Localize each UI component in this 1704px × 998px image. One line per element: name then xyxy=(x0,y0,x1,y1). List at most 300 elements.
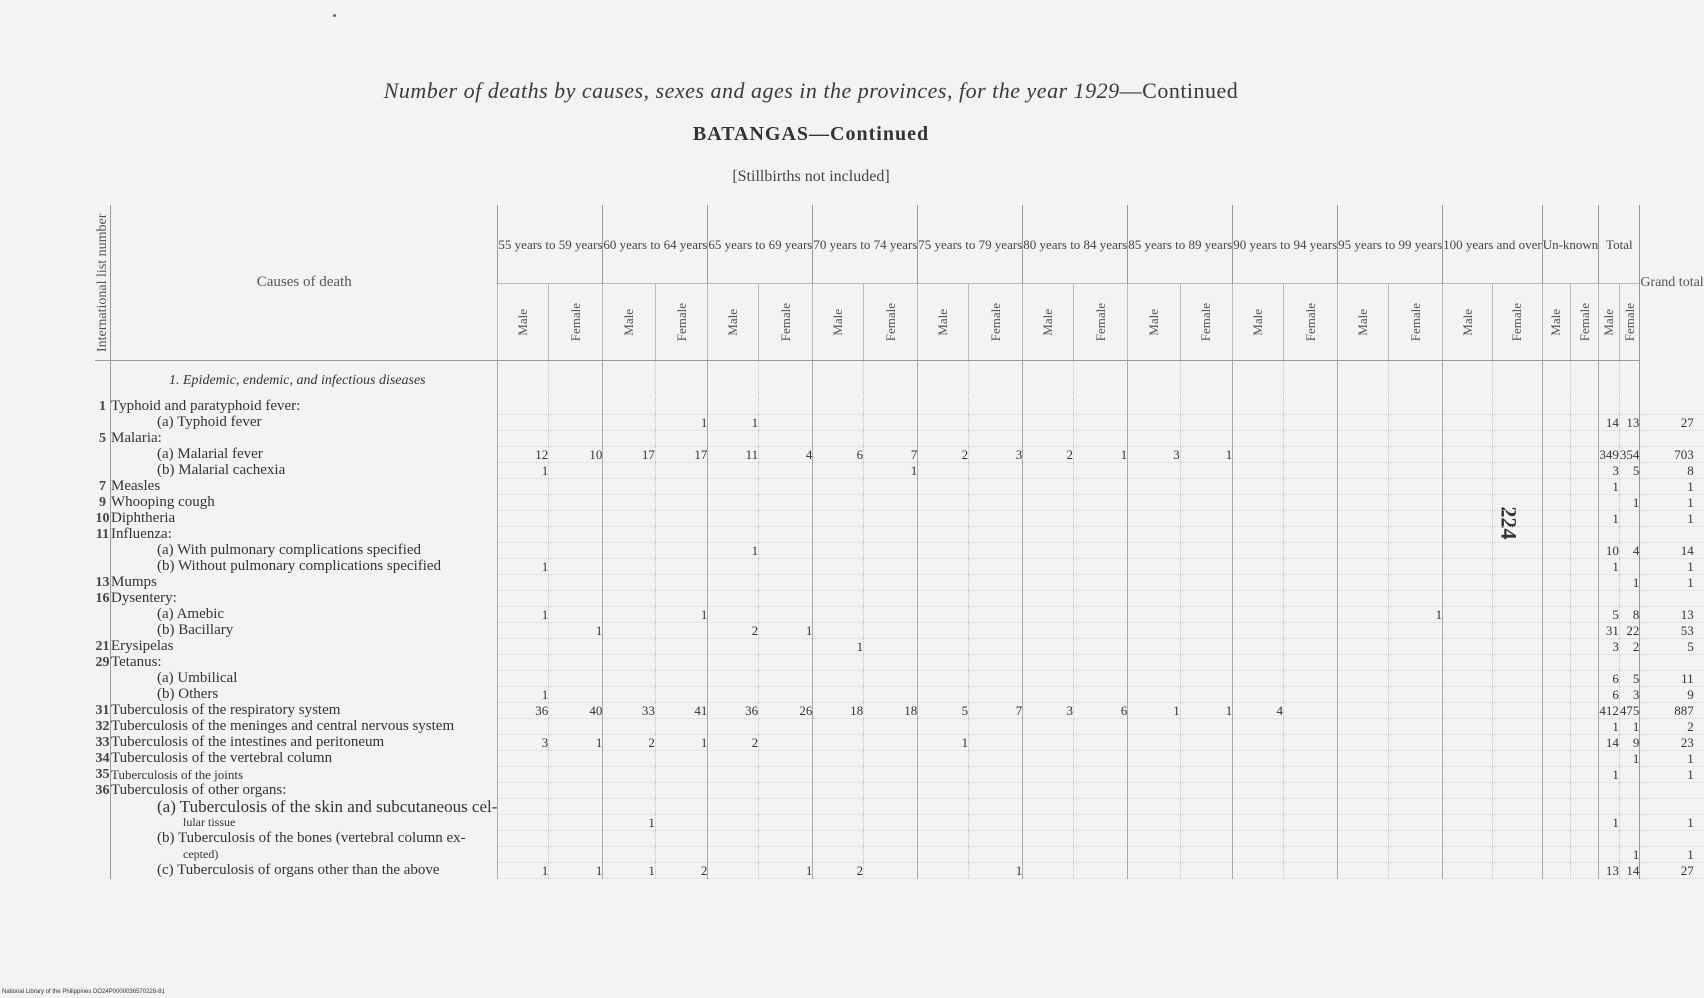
count-cell xyxy=(1443,623,1493,639)
count-cell xyxy=(759,639,813,655)
count-cell xyxy=(969,639,1023,655)
count-cell: 2 xyxy=(708,735,759,751)
grand-total-cell: 703 xyxy=(1640,447,1704,463)
male-subheader: Male xyxy=(498,284,549,361)
count-cell xyxy=(1023,527,1074,543)
count-cell: 10 xyxy=(549,447,603,463)
count-cell xyxy=(603,751,655,767)
count-cell xyxy=(655,527,707,543)
cause-name: Typhoid and paratyphoid fever: xyxy=(111,399,498,415)
count-cell xyxy=(1128,607,1180,623)
count-cell xyxy=(1443,847,1493,863)
count-cell xyxy=(1283,495,1337,511)
count-cell xyxy=(864,687,918,703)
count-cell: 1 xyxy=(549,623,603,639)
count-cell xyxy=(1074,719,1128,735)
grand-total-cell: 23 xyxy=(1640,735,1704,751)
count-cell xyxy=(1443,815,1493,831)
count-cell xyxy=(1388,847,1442,863)
count-cell xyxy=(1492,639,1542,655)
count-cell xyxy=(498,639,549,655)
count-cell xyxy=(813,543,864,559)
count-cell xyxy=(1388,863,1442,879)
count-cell xyxy=(864,527,918,543)
grand-total-cell: 1 xyxy=(1640,495,1704,511)
count-cell xyxy=(1128,767,1180,783)
count-cell xyxy=(969,751,1023,767)
count-cell xyxy=(1492,735,1542,751)
count-cell xyxy=(969,815,1023,831)
count-cell xyxy=(1619,799,1640,815)
count-cell: 2 xyxy=(1023,447,1074,463)
count-cell xyxy=(969,463,1023,479)
age-group-header: Un-known xyxy=(1542,205,1599,284)
count-cell xyxy=(1571,479,1599,495)
count-cell xyxy=(1180,431,1232,447)
count-cell xyxy=(1388,671,1442,687)
count-cell xyxy=(1128,687,1180,703)
count-cell xyxy=(1074,495,1128,511)
count-cell xyxy=(1599,783,1620,799)
count-cell xyxy=(1074,639,1128,655)
count-cell xyxy=(969,735,1023,751)
count-cell xyxy=(759,591,813,607)
count-cell xyxy=(1128,655,1180,671)
count-cell xyxy=(1599,399,1620,415)
cause-name: Measles xyxy=(111,479,498,495)
count-cell xyxy=(1443,543,1493,559)
count-cell: 2 xyxy=(813,863,864,879)
female-subheader: Female xyxy=(1074,284,1128,361)
count-cell xyxy=(1542,815,1570,831)
count-cell xyxy=(1599,751,1620,767)
count-cell xyxy=(1388,543,1442,559)
intl-number: 9 xyxy=(99,495,106,510)
count-cell xyxy=(549,655,603,671)
count-cell xyxy=(498,495,549,511)
count-cell xyxy=(1492,799,1542,815)
count-cell xyxy=(1571,735,1599,751)
grand-total-header: Grand total xyxy=(1640,205,1704,361)
count-cell: 6 xyxy=(1599,671,1620,687)
age-group-header: 65 years to 69 years xyxy=(708,205,813,284)
grand-total-cell: 5 xyxy=(1640,639,1704,655)
count-cell xyxy=(1571,527,1599,543)
count-cell xyxy=(1542,719,1570,735)
count-cell xyxy=(1571,671,1599,687)
count-cell xyxy=(1338,511,1389,527)
count-cell xyxy=(1571,623,1599,639)
count-cell xyxy=(549,399,603,415)
count-cell xyxy=(1492,815,1542,831)
count-cell xyxy=(918,399,969,415)
count-cell: 14 xyxy=(1599,415,1620,431)
count-cell xyxy=(759,847,813,863)
intl-number xyxy=(95,815,111,831)
count-cell xyxy=(969,655,1023,671)
cause-name: (a) Umbilical xyxy=(111,671,498,687)
age-group-header: 95 years to 99 years xyxy=(1338,205,1443,284)
cause-name: cepted) xyxy=(111,847,498,863)
count-cell xyxy=(1542,511,1570,527)
count-cell xyxy=(1338,527,1389,543)
count-cell xyxy=(1619,815,1640,831)
province-heading: BATANGAS—Continued xyxy=(692,123,930,145)
count-cell xyxy=(603,671,655,687)
count-cell: 14 xyxy=(1619,863,1640,879)
table-row xyxy=(95,639,1704,655)
count-cell xyxy=(1283,623,1337,639)
count-cell xyxy=(708,399,759,415)
count-cell xyxy=(655,751,707,767)
count-cell xyxy=(603,591,655,607)
count-cell xyxy=(1283,575,1337,591)
count-cell xyxy=(498,655,549,671)
count-cell: 5 xyxy=(918,703,969,719)
grand-total-cell: 8 xyxy=(1640,463,1704,479)
age-group-header: 60 years to 64 years xyxy=(603,205,708,284)
count-cell xyxy=(1233,671,1284,687)
male-subheader: Male xyxy=(1443,284,1493,361)
count-cell xyxy=(1233,687,1284,703)
cause-name: Dysentery: xyxy=(111,591,498,607)
count-cell xyxy=(1443,719,1493,735)
count-cell xyxy=(813,831,864,847)
count-cell xyxy=(969,527,1023,543)
count-cell xyxy=(1443,655,1493,671)
count-cell xyxy=(1542,687,1570,703)
cause-name: Tuberculosis of the respiratory system xyxy=(111,703,498,719)
count-cell xyxy=(1443,607,1493,623)
count-cell xyxy=(1283,511,1337,527)
count-cell: 1 xyxy=(603,815,655,831)
count-cell xyxy=(918,559,969,575)
count-cell xyxy=(1338,559,1389,575)
count-cell xyxy=(1571,543,1599,559)
count-cell xyxy=(708,783,759,799)
count-cell xyxy=(603,495,655,511)
count-cell: 33 xyxy=(603,703,655,719)
intl-number xyxy=(95,831,111,847)
female-subheader: Female xyxy=(655,284,707,361)
count-cell xyxy=(549,527,603,543)
count-cell xyxy=(1571,863,1599,879)
count-cell xyxy=(759,655,813,671)
count-cell xyxy=(1599,527,1620,543)
count-cell xyxy=(498,479,549,495)
count-cell xyxy=(759,511,813,527)
intl-number xyxy=(95,799,111,815)
intl-number xyxy=(95,559,111,575)
count-cell xyxy=(1233,655,1284,671)
male-subheader: Male xyxy=(1128,284,1180,361)
count-cell xyxy=(1283,591,1337,607)
count-cell xyxy=(1599,799,1620,815)
count-cell xyxy=(708,655,759,671)
count-cell xyxy=(498,575,549,591)
age-group-header: 80 years to 84 years xyxy=(1023,205,1128,284)
count-cell: 17 xyxy=(603,447,655,463)
count-cell xyxy=(498,719,549,735)
count-cell xyxy=(918,783,969,799)
count-cell xyxy=(708,639,759,655)
count-cell: 4 xyxy=(1233,703,1284,719)
table-row xyxy=(95,415,1704,431)
count-cell xyxy=(1571,703,1599,719)
count-cell: 2 xyxy=(918,447,969,463)
count-cell xyxy=(708,495,759,511)
count-cell xyxy=(1074,623,1128,639)
count-cell xyxy=(1180,863,1232,879)
count-cell xyxy=(498,623,549,639)
count-cell xyxy=(1492,831,1542,847)
count-cell xyxy=(1023,543,1074,559)
female-subheader: Female xyxy=(1619,284,1640,361)
count-cell xyxy=(864,559,918,575)
count-cell xyxy=(1443,447,1493,463)
count-cell xyxy=(1180,735,1232,751)
cause-name: (b) Malarial cachexia xyxy=(111,463,498,479)
count-cell xyxy=(1283,431,1337,447)
intl-number: 29 xyxy=(95,655,110,670)
count-cell xyxy=(1128,815,1180,831)
count-cell xyxy=(1233,447,1284,463)
count-cell xyxy=(864,735,918,751)
cause-name: Influenza: xyxy=(111,527,498,543)
count-cell xyxy=(1128,399,1180,415)
intl-number xyxy=(95,847,111,863)
count-cell xyxy=(813,575,864,591)
count-cell: 1 xyxy=(1599,511,1620,527)
count-cell xyxy=(1338,479,1389,495)
count-cell xyxy=(1233,543,1284,559)
count-cell: 1 xyxy=(813,639,864,655)
count-cell xyxy=(864,671,918,687)
count-cell xyxy=(759,463,813,479)
count-cell xyxy=(759,831,813,847)
count-cell xyxy=(603,527,655,543)
count-cell xyxy=(1492,527,1542,543)
count-cell xyxy=(1388,575,1442,591)
count-cell xyxy=(603,399,655,415)
grand-total-cell xyxy=(1640,527,1704,543)
cause-name: (b) Without pulmonary complications specified xyxy=(111,559,498,575)
count-cell xyxy=(969,831,1023,847)
count-cell xyxy=(813,591,864,607)
grand-total-cell xyxy=(1640,655,1704,671)
count-cell xyxy=(1388,495,1442,511)
table-body xyxy=(95,361,1704,879)
intl-number: 1 xyxy=(99,399,106,415)
female-subheader: Female xyxy=(1571,284,1599,361)
count-cell xyxy=(1542,575,1570,591)
count-cell xyxy=(1599,591,1620,607)
count-cell xyxy=(1074,479,1128,495)
count-cell xyxy=(1338,543,1389,559)
count-cell xyxy=(498,399,549,415)
count-cell xyxy=(918,415,969,431)
header-row-ages xyxy=(95,205,1704,284)
cause-name: Tuberculosis of the intestines and peritoneum xyxy=(111,735,498,751)
count-cell xyxy=(1619,431,1640,447)
count-cell xyxy=(1023,463,1074,479)
intl-number: 35 xyxy=(95,767,110,782)
cause-name: Malaria: xyxy=(111,431,498,447)
count-cell xyxy=(1571,463,1599,479)
count-cell xyxy=(1074,799,1128,815)
count-cell xyxy=(1074,543,1128,559)
count-cell xyxy=(813,527,864,543)
count-cell xyxy=(1338,623,1389,639)
table-row xyxy=(95,607,1704,623)
count-cell xyxy=(1023,479,1074,495)
count-cell xyxy=(1443,431,1493,447)
count-cell xyxy=(708,751,759,767)
count-cell xyxy=(1233,751,1284,767)
male-subheader: Male xyxy=(1233,284,1284,361)
intl-number xyxy=(95,463,111,479)
count-cell xyxy=(603,511,655,527)
count-cell xyxy=(1542,703,1570,719)
count-cell xyxy=(969,719,1023,735)
count-cell xyxy=(655,639,707,655)
count-cell xyxy=(1571,687,1599,703)
count-cell: 1 xyxy=(1599,479,1620,495)
count-cell: 2 xyxy=(655,863,707,879)
count-cell xyxy=(1492,751,1542,767)
cause-name: Tuberculosis of the meninges and central nervous system xyxy=(111,719,498,735)
count-cell xyxy=(1074,575,1128,591)
count-cell xyxy=(549,687,603,703)
count-cell xyxy=(813,431,864,447)
count-cell xyxy=(1023,831,1074,847)
count-cell xyxy=(1542,447,1570,463)
count-cell xyxy=(1388,399,1442,415)
count-cell xyxy=(759,527,813,543)
count-cell xyxy=(759,687,813,703)
count-cell xyxy=(918,527,969,543)
count-cell xyxy=(1388,559,1442,575)
count-cell: 31 xyxy=(1599,623,1620,639)
count-cell xyxy=(1180,767,1232,783)
count-cell xyxy=(1023,639,1074,655)
count-cell xyxy=(1180,623,1232,639)
count-cell xyxy=(1443,639,1493,655)
count-cell: 17 xyxy=(655,447,707,463)
count-cell xyxy=(1023,815,1074,831)
count-cell: 1 xyxy=(759,863,813,879)
count-cell xyxy=(1542,863,1570,879)
count-cell xyxy=(1542,623,1570,639)
count-cell xyxy=(1233,463,1284,479)
count-cell xyxy=(1283,527,1337,543)
count-cell xyxy=(918,543,969,559)
table-row xyxy=(95,863,1704,879)
count-cell xyxy=(549,639,603,655)
count-cell xyxy=(1233,767,1284,783)
male-subheader: Male xyxy=(1599,284,1620,361)
count-cell xyxy=(1233,399,1284,415)
count-cell xyxy=(1128,431,1180,447)
count-cell xyxy=(1619,511,1640,527)
count-cell xyxy=(549,463,603,479)
count-cell: 1 xyxy=(498,607,549,623)
count-cell xyxy=(864,783,918,799)
count-cell xyxy=(1023,575,1074,591)
female-subheader: Female xyxy=(1492,284,1542,361)
count-cell xyxy=(1542,415,1570,431)
count-cell xyxy=(918,767,969,783)
count-cell xyxy=(1492,671,1542,687)
grand-total-cell: 1 xyxy=(1640,751,1704,767)
count-cell xyxy=(708,559,759,575)
count-cell xyxy=(655,399,707,415)
count-cell xyxy=(918,591,969,607)
count-cell xyxy=(1388,751,1442,767)
count-cell xyxy=(549,479,603,495)
count-cell xyxy=(918,847,969,863)
count-cell xyxy=(549,799,603,815)
count-cell xyxy=(1074,831,1128,847)
count-cell xyxy=(1233,527,1284,543)
count-cell xyxy=(655,543,707,559)
count-cell: 1 xyxy=(1599,815,1620,831)
count-cell xyxy=(969,607,1023,623)
count-cell xyxy=(1180,639,1232,655)
cause-name: lular tissue xyxy=(111,815,498,831)
cause-name: (b) Bacillary xyxy=(111,623,498,639)
count-cell xyxy=(1619,399,1640,415)
cause-name: Mumps xyxy=(111,575,498,591)
count-cell: 1 xyxy=(1074,447,1128,463)
count-cell xyxy=(1338,399,1389,415)
count-cell xyxy=(1571,447,1599,463)
count-cell: 26 xyxy=(759,703,813,719)
count-cell: 3 xyxy=(969,447,1023,463)
count-cell xyxy=(1233,799,1284,815)
count-cell xyxy=(1338,607,1389,623)
count-cell xyxy=(1180,751,1232,767)
intl-number: 31 xyxy=(95,703,110,718)
count-cell xyxy=(1443,527,1493,543)
cause-name: Tuberculosis of the vertebral column xyxy=(111,751,498,767)
count-cell xyxy=(1128,623,1180,639)
count-cell: 1 xyxy=(1619,495,1640,511)
count-cell xyxy=(708,671,759,687)
count-cell: 1 xyxy=(864,463,918,479)
count-cell xyxy=(969,559,1023,575)
count-cell xyxy=(1233,559,1284,575)
grand-total-cell: 9 xyxy=(1640,687,1704,703)
count-cell xyxy=(1492,575,1542,591)
count-cell xyxy=(1443,831,1493,847)
count-cell xyxy=(1180,495,1232,511)
cause-name: Tetanus: xyxy=(111,655,498,671)
count-cell xyxy=(655,783,707,799)
count-cell xyxy=(1128,639,1180,655)
grand-total-cell: 2 xyxy=(1640,719,1704,735)
count-cell xyxy=(1571,815,1599,831)
count-cell xyxy=(969,767,1023,783)
count-cell xyxy=(1023,783,1074,799)
count-cell: 3 xyxy=(1599,639,1620,655)
count-cell xyxy=(864,751,918,767)
count-cell xyxy=(864,575,918,591)
count-cell xyxy=(1074,415,1128,431)
count-cell xyxy=(813,719,864,735)
count-cell xyxy=(1542,783,1570,799)
count-cell xyxy=(969,543,1023,559)
